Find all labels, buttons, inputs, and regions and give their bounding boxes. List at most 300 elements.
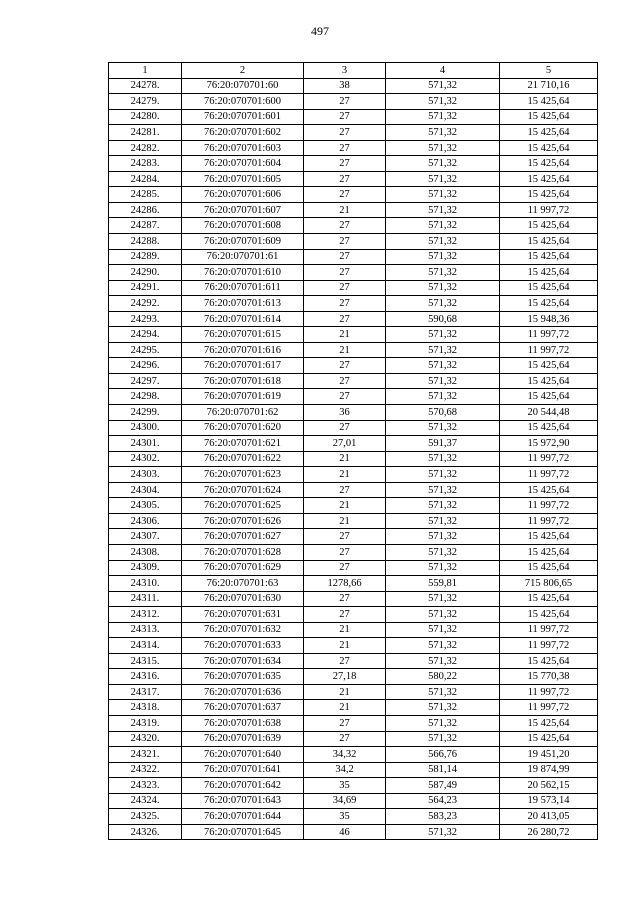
- rate-cell: 571,32: [386, 622, 500, 638]
- cadastral-number-cell: 76:20:070701:629: [182, 560, 304, 576]
- rate-cell: 571,32: [386, 638, 500, 654]
- table-row: [109, 109, 598, 125]
- table-row: [109, 576, 598, 592]
- rate-cell: 571,32: [386, 591, 500, 607]
- amount-cell: 11 997,72: [500, 202, 598, 218]
- amount-cell: 20 562,15: [500, 778, 598, 794]
- row-number-cell: 24296.: [109, 358, 182, 374]
- cadastral-number-cell: 76:20:070701:620: [182, 420, 304, 436]
- row-number-cell: 24304.: [109, 482, 182, 498]
- value-cell: 21: [304, 327, 386, 343]
- cadastral-number-cell: 76:20:070701:619: [182, 389, 304, 405]
- row-number-cell: 24298.: [109, 389, 182, 405]
- row-number-cell: 24302.: [109, 451, 182, 467]
- cadastral-number-cell: 76:20:070701:604: [182, 156, 304, 172]
- amount-cell: 15 425,64: [500, 420, 598, 436]
- cadastral-number-cell: 76:20:070701:634: [182, 653, 304, 669]
- table-row: [109, 809, 598, 825]
- amount-cell: 15 425,64: [500, 94, 598, 110]
- cadastral-number-cell: 76:20:070701:608: [182, 218, 304, 234]
- table-row: [109, 513, 598, 529]
- value-cell: 27: [304, 249, 386, 265]
- amount-cell: 20 544,48: [500, 405, 598, 421]
- value-cell: 27: [304, 715, 386, 731]
- amount-cell: 15 770,38: [500, 669, 598, 685]
- amount-cell: 26 280,72: [500, 824, 598, 840]
- value-cell: 35: [304, 778, 386, 794]
- cadastral-number-cell: 76:20:070701:610: [182, 265, 304, 281]
- row-number-cell: 24297.: [109, 373, 182, 389]
- rate-cell: 571,32: [386, 140, 500, 156]
- amount-cell: 15 425,64: [500, 560, 598, 576]
- amount-cell: 15 425,64: [500, 529, 598, 545]
- row-number-cell: 24303.: [109, 467, 182, 483]
- table-body: [109, 78, 598, 840]
- rate-cell: 559,81: [386, 576, 500, 592]
- rate-cell: 571,32: [386, 700, 500, 716]
- rate-cell: 571,32: [386, 265, 500, 281]
- cadastral-number-cell: 76:20:070701:635: [182, 669, 304, 685]
- row-number-cell: 24314.: [109, 638, 182, 654]
- value-cell: 21: [304, 638, 386, 654]
- table-row: [109, 327, 598, 343]
- table-row: [109, 249, 598, 265]
- rate-cell: 571,32: [386, 234, 500, 250]
- cadastral-number-cell: 76:20:070701:640: [182, 747, 304, 763]
- row-number-cell: 24323.: [109, 778, 182, 794]
- table-header: [109, 63, 598, 79]
- amount-cell: 20 413,05: [500, 809, 598, 825]
- table-row: [109, 280, 598, 296]
- amount-cell: 15 425,64: [500, 482, 598, 498]
- rate-cell: 571,32: [386, 653, 500, 669]
- column-header: 1: [109, 63, 182, 79]
- cadastral-number-cell: 76:20:070701:63: [182, 576, 304, 592]
- amount-cell: 15 425,64: [500, 187, 598, 203]
- rate-cell: 571,32: [386, 420, 500, 436]
- cadastral-number-cell: 76:20:070701:601: [182, 109, 304, 125]
- table-row: [109, 187, 598, 203]
- value-cell: 36: [304, 405, 386, 421]
- amount-cell: 15 972,90: [500, 436, 598, 452]
- cadastral-number-cell: 76:20:070701:600: [182, 94, 304, 110]
- table-row: [109, 715, 598, 731]
- value-cell: 27: [304, 311, 386, 327]
- rate-cell: 571,32: [386, 607, 500, 623]
- row-number-cell: 24301.: [109, 436, 182, 452]
- row-number-cell: 24310.: [109, 576, 182, 592]
- table-row: [109, 700, 598, 716]
- amount-cell: 15 425,64: [500, 607, 598, 623]
- table-row: [109, 358, 598, 374]
- table-row: [109, 94, 598, 110]
- table-row: [109, 638, 598, 654]
- cadastral-number-cell: 76:20:070701:615: [182, 327, 304, 343]
- row-number-cell: 24305.: [109, 498, 182, 514]
- cadastral-number-cell: 76:20:070701:618: [182, 373, 304, 389]
- rate-cell: 564,23: [386, 793, 500, 809]
- rate-cell: 571,32: [386, 187, 500, 203]
- table-row: [109, 498, 598, 514]
- rate-cell: 571,32: [386, 202, 500, 218]
- cadastral-number-cell: 76:20:070701:613: [182, 296, 304, 312]
- cadastral-number-cell: 76:20:070701:627: [182, 529, 304, 545]
- amount-cell: 15 425,64: [500, 591, 598, 607]
- amount-cell: 11 997,72: [500, 513, 598, 529]
- value-cell: 34,69: [304, 793, 386, 809]
- table-row: [109, 405, 598, 421]
- value-cell: 27: [304, 156, 386, 172]
- amount-cell: 15 425,64: [500, 234, 598, 250]
- cadastral-number-cell: 76:20:070701:61: [182, 249, 304, 265]
- table-row: [109, 544, 598, 560]
- row-number-cell: 24312.: [109, 607, 182, 623]
- row-number-cell: 24280.: [109, 109, 182, 125]
- cadastral-number-cell: 76:20:070701:625: [182, 498, 304, 514]
- value-cell: 21: [304, 700, 386, 716]
- amount-cell: 15 425,64: [500, 731, 598, 747]
- rate-cell: 581,14: [386, 762, 500, 778]
- amount-cell: 15 425,64: [500, 296, 598, 312]
- rate-cell: 571,32: [386, 342, 500, 358]
- value-cell: 21: [304, 467, 386, 483]
- value-cell: 27: [304, 125, 386, 141]
- table-row: [109, 607, 598, 623]
- rate-cell: 571,32: [386, 560, 500, 576]
- row-number-cell: 24306.: [109, 513, 182, 529]
- rate-cell: 583,23: [386, 809, 500, 825]
- value-cell: 21: [304, 622, 386, 638]
- cadastral-number-cell: 76:20:070701:606: [182, 187, 304, 203]
- value-cell: 21: [304, 202, 386, 218]
- row-number-cell: 24317.: [109, 684, 182, 700]
- value-cell: 27: [304, 280, 386, 296]
- rate-cell: 571,32: [386, 482, 500, 498]
- cadastral-number-cell: 76:20:070701:633: [182, 638, 304, 654]
- value-cell: 27: [304, 389, 386, 405]
- table-row: [109, 78, 598, 94]
- table-row: [109, 296, 598, 312]
- row-number-cell: 24289.: [109, 249, 182, 265]
- amount-cell: 11 997,72: [500, 638, 598, 654]
- cadastral-number-cell: 76:20:070701:616: [182, 342, 304, 358]
- rate-cell: 571,32: [386, 467, 500, 483]
- cadastral-number-cell: 76:20:070701:641: [182, 762, 304, 778]
- table-row: [109, 125, 598, 141]
- value-cell: 27,18: [304, 669, 386, 685]
- row-number-cell: 24281.: [109, 125, 182, 141]
- cadastral-number-cell: 76:20:070701:603: [182, 140, 304, 156]
- value-cell: 38: [304, 78, 386, 94]
- rate-cell: 571,32: [386, 373, 500, 389]
- rate-cell: 571,32: [386, 358, 500, 374]
- table-row: [109, 684, 598, 700]
- table-row: [109, 373, 598, 389]
- cadastral-number-cell: 76:20:070701:602: [182, 125, 304, 141]
- cadastral-number-cell: 76:20:070701:638: [182, 715, 304, 731]
- value-cell: 27: [304, 296, 386, 312]
- table-row: [109, 591, 598, 607]
- value-cell: 27: [304, 358, 386, 374]
- data-table: [108, 62, 598, 840]
- row-number-cell: 24295.: [109, 342, 182, 358]
- rate-cell: 571,32: [386, 513, 500, 529]
- table-row: [109, 793, 598, 809]
- cadastral-number-cell: 76:20:070701:611: [182, 280, 304, 296]
- amount-cell: 11 997,72: [500, 684, 598, 700]
- column-header: 4: [386, 63, 500, 79]
- value-cell: 27: [304, 187, 386, 203]
- amount-cell: 15 425,64: [500, 249, 598, 265]
- cadastral-number-cell: 76:20:070701:614: [182, 311, 304, 327]
- row-number-cell: 24285.: [109, 187, 182, 203]
- amount-cell: 11 997,72: [500, 622, 598, 638]
- cadastral-number-cell: 76:20:070701:60: [182, 78, 304, 94]
- value-cell: 21: [304, 513, 386, 529]
- row-number-cell: 24279.: [109, 94, 182, 110]
- row-number-cell: 24294.: [109, 327, 182, 343]
- amount-cell: 15 425,64: [500, 653, 598, 669]
- header-row: [109, 63, 598, 79]
- cadastral-number-cell: 76:20:070701:643: [182, 793, 304, 809]
- row-number-cell: 24326.: [109, 824, 182, 840]
- row-number-cell: 24321.: [109, 747, 182, 763]
- value-cell: 27: [304, 265, 386, 281]
- rate-cell: 571,32: [386, 824, 500, 840]
- value-cell: 21: [304, 498, 386, 514]
- table-row: [109, 824, 598, 840]
- table-row: [109, 762, 598, 778]
- cadastral-number-cell: 76:20:070701:631: [182, 607, 304, 623]
- amount-cell: 15 425,64: [500, 265, 598, 281]
- table-row: [109, 218, 598, 234]
- cadastral-number-cell: 76:20:070701:622: [182, 451, 304, 467]
- value-cell: 21: [304, 451, 386, 467]
- table-row: [109, 467, 598, 483]
- row-number-cell: 24282.: [109, 140, 182, 156]
- table-row: [109, 311, 598, 327]
- rate-cell: 590,68: [386, 311, 500, 327]
- rate-cell: 591,37: [386, 436, 500, 452]
- amount-cell: 11 997,72: [500, 498, 598, 514]
- rate-cell: 571,32: [386, 498, 500, 514]
- row-number-cell: 24319.: [109, 715, 182, 731]
- table-row: [109, 482, 598, 498]
- amount-cell: 19 451,20: [500, 747, 598, 763]
- rate-cell: 571,32: [386, 78, 500, 94]
- table-row: [109, 778, 598, 794]
- rate-cell: 571,32: [386, 94, 500, 110]
- rate-cell: 571,32: [386, 684, 500, 700]
- table-row: [109, 140, 598, 156]
- amount-cell: 15 425,64: [500, 389, 598, 405]
- page-number: 497: [311, 24, 329, 38]
- value-cell: 21: [304, 342, 386, 358]
- row-number-cell: 24308.: [109, 544, 182, 560]
- table-row: [109, 653, 598, 669]
- amount-cell: 11 997,72: [500, 451, 598, 467]
- rate-cell: 571,32: [386, 544, 500, 560]
- rate-cell: 571,32: [386, 296, 500, 312]
- table-row: [109, 560, 598, 576]
- value-cell: 27: [304, 140, 386, 156]
- row-number-cell: 24313.: [109, 622, 182, 638]
- rate-cell: 571,32: [386, 715, 500, 731]
- cadastral-number-cell: 76:20:070701:621: [182, 436, 304, 452]
- cadastral-number-cell: 76:20:070701:632: [182, 622, 304, 638]
- row-number-cell: 24283.: [109, 156, 182, 172]
- cadastral-number-cell: 76:20:070701:626: [182, 513, 304, 529]
- cadastral-number-cell: 76:20:070701:639: [182, 731, 304, 747]
- value-cell: 34,2: [304, 762, 386, 778]
- value-cell: 27: [304, 109, 386, 125]
- value-cell: 27: [304, 653, 386, 669]
- value-cell: 27: [304, 731, 386, 747]
- value-cell: 27: [304, 234, 386, 250]
- cadastral-number-cell: 76:20:070701:605: [182, 171, 304, 187]
- rate-cell: 587,49: [386, 778, 500, 794]
- row-number-cell: 24278.: [109, 78, 182, 94]
- cadastral-number-cell: 76:20:070701:636: [182, 684, 304, 700]
- amount-cell: 715 806,65: [500, 576, 598, 592]
- value-cell: 27: [304, 171, 386, 187]
- column-header: 2: [182, 63, 304, 79]
- rate-cell: 571,32: [386, 249, 500, 265]
- value-cell: 46: [304, 824, 386, 840]
- amount-cell: 15 425,64: [500, 715, 598, 731]
- amount-cell: 11 997,72: [500, 327, 598, 343]
- rate-cell: 571,32: [386, 529, 500, 545]
- amount-cell: 15 425,64: [500, 358, 598, 374]
- amount-cell: 15 425,64: [500, 218, 598, 234]
- table-row: [109, 234, 598, 250]
- value-cell: 27: [304, 529, 386, 545]
- table-row: [109, 669, 598, 685]
- amount-cell: 11 997,72: [500, 700, 598, 716]
- amount-cell: 15 425,64: [500, 171, 598, 187]
- cadastral-number-cell: 76:20:070701:62: [182, 405, 304, 421]
- row-number-cell: 24322.: [109, 762, 182, 778]
- table-row: [109, 731, 598, 747]
- row-number-cell: 24290.: [109, 265, 182, 281]
- row-number-cell: 24286.: [109, 202, 182, 218]
- amount-cell: 11 997,72: [500, 342, 598, 358]
- table-row: [109, 529, 598, 545]
- cadastral-number-cell: 76:20:070701:624: [182, 482, 304, 498]
- rate-cell: 571,32: [386, 125, 500, 141]
- cadastral-number-cell: 76:20:070701:617: [182, 358, 304, 374]
- table-row: [109, 436, 598, 452]
- row-number-cell: 24318.: [109, 700, 182, 716]
- cadastral-number-cell: 76:20:070701:630: [182, 591, 304, 607]
- cadastral-number-cell: 76:20:070701:644: [182, 809, 304, 825]
- table-row: [109, 202, 598, 218]
- cadastral-number-cell: 76:20:070701:623: [182, 467, 304, 483]
- amount-cell: 15 425,64: [500, 125, 598, 141]
- rate-cell: 580,22: [386, 669, 500, 685]
- row-number-cell: 24284.: [109, 171, 182, 187]
- value-cell: 27: [304, 218, 386, 234]
- row-number-cell: 24325.: [109, 809, 182, 825]
- row-number-cell: 24288.: [109, 234, 182, 250]
- amount-cell: 15 425,64: [500, 544, 598, 560]
- row-number-cell: 24309.: [109, 560, 182, 576]
- table-row: [109, 420, 598, 436]
- value-cell: 1278,66: [304, 576, 386, 592]
- row-number-cell: 24300.: [109, 420, 182, 436]
- amount-cell: 15 425,64: [500, 109, 598, 125]
- rate-cell: 571,32: [386, 109, 500, 125]
- row-number-cell: 24324.: [109, 793, 182, 809]
- cadastral-number-cell: 76:20:070701:637: [182, 700, 304, 716]
- amount-cell: 15 948,36: [500, 311, 598, 327]
- value-cell: 27: [304, 607, 386, 623]
- value-cell: 27: [304, 482, 386, 498]
- cadastral-number-cell: 76:20:070701:628: [182, 544, 304, 560]
- row-number-cell: 24291.: [109, 280, 182, 296]
- rate-cell: 571,32: [386, 171, 500, 187]
- row-number-cell: 24316.: [109, 669, 182, 685]
- amount-cell: 19 573,14: [500, 793, 598, 809]
- table-row: [109, 342, 598, 358]
- cadastral-number-cell: 76:20:070701:645: [182, 824, 304, 840]
- value-cell: 27: [304, 420, 386, 436]
- amount-cell: 15 425,64: [500, 156, 598, 172]
- table-row: [109, 747, 598, 763]
- amount-cell: 19 874,99: [500, 762, 598, 778]
- value-cell: 35: [304, 809, 386, 825]
- amount-cell: 15 425,64: [500, 140, 598, 156]
- row-number-cell: 24292.: [109, 296, 182, 312]
- value-cell: 27,01: [304, 436, 386, 452]
- cadastral-number-cell: 76:20:070701:642: [182, 778, 304, 794]
- table-row: [109, 171, 598, 187]
- rate-cell: 571,32: [386, 218, 500, 234]
- row-number-cell: 24315.: [109, 653, 182, 669]
- rate-cell: 571,32: [386, 327, 500, 343]
- value-cell: 34,32: [304, 747, 386, 763]
- value-cell: 27: [304, 591, 386, 607]
- cadastral-number-cell: 76:20:070701:607: [182, 202, 304, 218]
- column-header: 3: [304, 63, 386, 79]
- row-number-cell: 24320.: [109, 731, 182, 747]
- cadastral-number-cell: 76:20:070701:609: [182, 234, 304, 250]
- value-cell: 27: [304, 560, 386, 576]
- row-number-cell: 24311.: [109, 591, 182, 607]
- rate-cell: 566,76: [386, 747, 500, 763]
- value-cell: 27: [304, 544, 386, 560]
- amount-cell: 21 710,16: [500, 78, 598, 94]
- rate-cell: 571,32: [386, 731, 500, 747]
- table-row: [109, 451, 598, 467]
- value-cell: 27: [304, 94, 386, 110]
- table-row: [109, 156, 598, 172]
- row-number-cell: 24293.: [109, 311, 182, 327]
- amount-cell: 15 425,64: [500, 280, 598, 296]
- rate-cell: 571,32: [386, 280, 500, 296]
- row-number-cell: 24287.: [109, 218, 182, 234]
- amount-cell: 15 425,64: [500, 373, 598, 389]
- row-number-cell: 24299.: [109, 405, 182, 421]
- table-row: [109, 622, 598, 638]
- table-row: [109, 265, 598, 281]
- rate-cell: 571,32: [386, 451, 500, 467]
- table-row: [109, 389, 598, 405]
- rate-cell: 570,68: [386, 405, 500, 421]
- row-number-cell: 24307.: [109, 529, 182, 545]
- amount-cell: 11 997,72: [500, 467, 598, 483]
- value-cell: 21: [304, 684, 386, 700]
